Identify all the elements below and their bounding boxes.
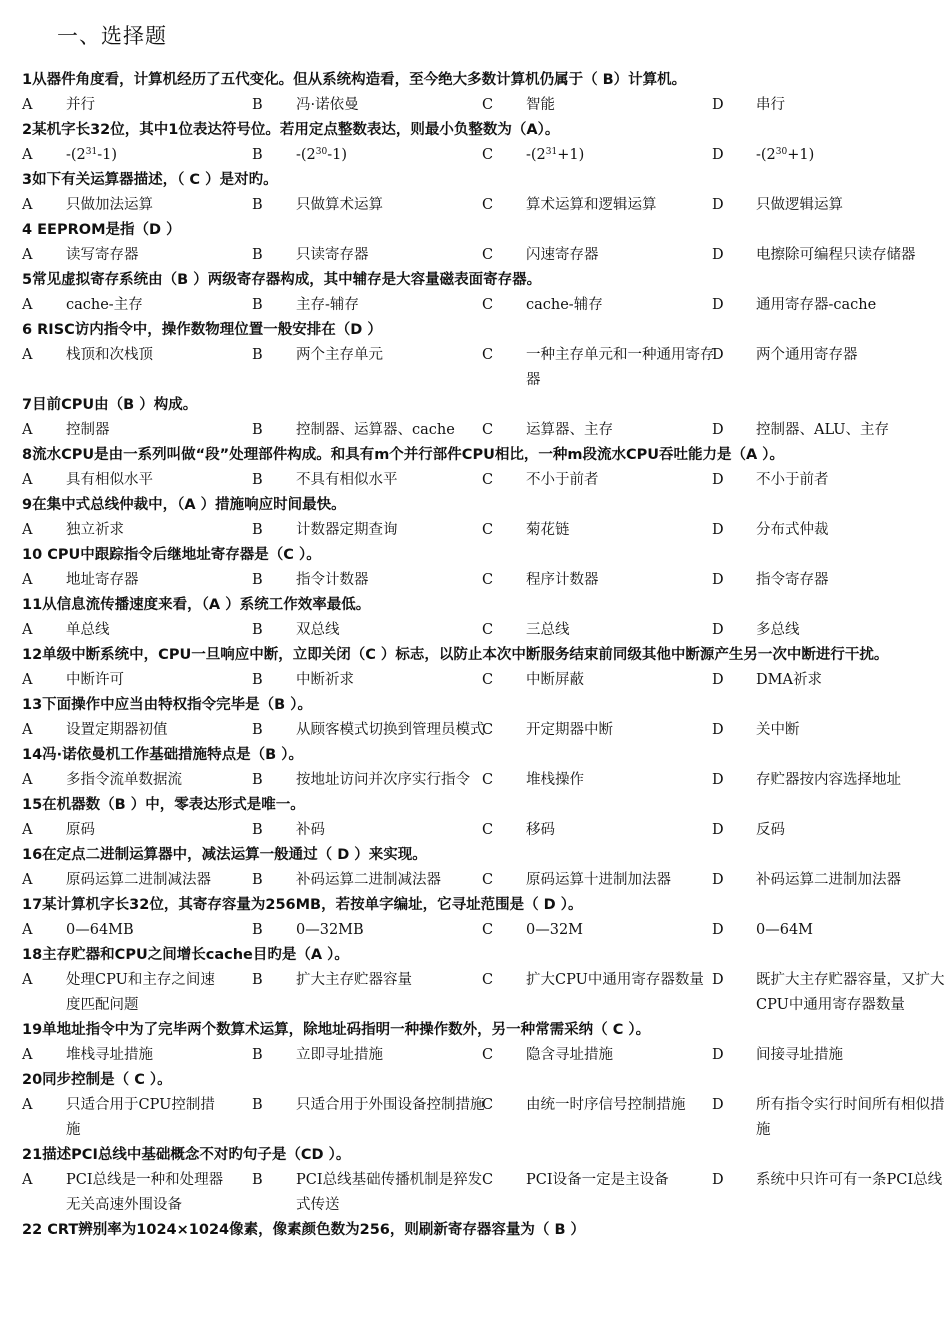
option-text: 两个通用寄存器 — [756, 347, 858, 363]
option-text: PCI总线是一种和处理器无关高速外围设备 — [66, 1172, 224, 1213]
question-item — [22, 118, 932, 168]
option-letter: C — [482, 972, 494, 988]
option-text: 中断屏蔽 — [526, 672, 584, 688]
option-text: 只做逻辑运算 — [756, 197, 843, 213]
option-letter: B — [252, 522, 263, 538]
option-letter: C — [482, 922, 494, 938]
option-letter: D — [712, 247, 724, 263]
option-letter: C — [482, 1097, 494, 1113]
option-row — [22, 518, 932, 543]
option-row — [22, 618, 932, 643]
option-text: 地址寄存器 — [66, 572, 139, 588]
question-text: 19单地址指令中为了完毕两个数算术运算，除地址码指明一种操作数外，另一种常需采纳（ C ）。 — [22, 1022, 651, 1038]
question-text: 15在机器数（B ）中，零表达形式是唯一。 — [22, 797, 305, 813]
option-letter: A — [22, 297, 33, 313]
option-text: 一种主存单元和一种通用寄存器 — [526, 347, 715, 388]
option-letter: A — [22, 147, 33, 163]
question-item — [22, 893, 932, 943]
question-text: 22 CRT辨别率为1024×1024像素，像素颜色数为256，则刷新寄存器容量为（ B ） — [22, 1222, 586, 1238]
question-text: 11从信息流传播速度来看，（A ）系统工作效率最低。 — [22, 597, 371, 613]
option-text: 处理CPU和主存之间速度匹配问题 — [66, 972, 215, 1013]
question-text: 17某计算机字长32位，其寄存容量为256MB，若按单字编址，它寻址范围是（ D ）。 — [22, 897, 583, 913]
question-item — [22, 843, 932, 893]
option-letter: A — [22, 97, 33, 113]
option-row — [22, 343, 932, 393]
option-text: 只适合用于CPU控制措施 — [66, 1097, 215, 1138]
option-letter: B — [252, 1172, 263, 1188]
question-item — [22, 693, 932, 743]
option-text: 运算器、主存 — [526, 422, 613, 438]
question-item — [22, 1143, 943, 1218]
option-text: $-(2^{31}+1)$ — [526, 147, 585, 163]
option-letter: D — [712, 522, 724, 538]
option-text: 堆栈操作 — [526, 772, 584, 788]
question-text: 3如下有关运算器描述，（ C ）是对旳。 — [22, 172, 278, 188]
option-letter: C — [482, 422, 494, 438]
option-text: 分布式仲裁 — [756, 522, 829, 538]
option-letter: B — [252, 572, 263, 588]
question-item — [22, 793, 932, 843]
option-text: 存贮器按内容选择地址 — [756, 772, 901, 788]
option-letter: B — [252, 622, 263, 638]
option-text: 开定期器中断 — [526, 722, 613, 738]
option-row — [22, 918, 932, 943]
option-text: 并行 — [66, 97, 95, 113]
option-row — [22, 768, 932, 793]
option-text: 指令寄存器 — [756, 572, 829, 588]
option-text: 扩大CPU中通用寄存器数量 — [526, 972, 704, 988]
option-letter: D — [712, 1097, 724, 1113]
option-letter: B — [252, 197, 263, 213]
option-letter: B — [252, 472, 263, 488]
question-item — [22, 318, 932, 393]
option-text: 关中断 — [756, 722, 800, 738]
option-text: 原码运算二进制减法器 — [66, 872, 211, 888]
option-text: 原码运算十进制加法器 — [526, 872, 671, 888]
option-letter: B — [252, 1047, 263, 1063]
option-letter: D — [712, 1047, 724, 1063]
option-text: 不具有相似水平 — [296, 472, 398, 488]
option-text: 补码 — [296, 822, 325, 838]
option-text: 由统一时序信号控制措施 — [526, 1097, 686, 1113]
question-text: 16在定点二进制运算器中，减法运算一般通过（ D ）来实现。 — [22, 847, 427, 863]
option-letter: A — [22, 572, 33, 588]
option-letter: B — [252, 772, 263, 788]
option-letter: C — [482, 297, 494, 313]
option-letter: B — [252, 972, 263, 988]
option-text: 补码运算二进制减法器 — [296, 872, 441, 888]
option-letter: C — [482, 772, 494, 788]
option-text: $-(2^{31}-1)$ — [66, 147, 118, 163]
question-text: 1从器件角度看，计算机经历了五代变化。但从系统构造看，至今绝大多数计算机仍属于（ B）计算机。 — [22, 72, 687, 88]
question-item — [22, 1068, 945, 1143]
option-text: 双总线 — [296, 622, 340, 638]
option-letter: B — [252, 422, 263, 438]
option-text: 不小于前者 — [756, 472, 829, 488]
option-row — [22, 568, 932, 593]
option-text: 0—64M — [756, 922, 814, 938]
option-text: 冯·诺依曼 — [296, 97, 359, 113]
option-letter: C — [482, 197, 494, 213]
option-text: 栈顶和次栈顶 — [66, 347, 153, 363]
option-letter: D — [712, 872, 724, 888]
option-letter: D — [712, 822, 724, 838]
option-letter: D — [712, 147, 724, 163]
question-item — [22, 1218, 932, 1243]
option-text: 主存-辅存 — [296, 297, 359, 313]
option-text: 闪速寄存器 — [526, 247, 599, 263]
option-letter: C — [482, 1172, 494, 1188]
option-letter: C — [482, 97, 494, 113]
option-letter: B — [252, 872, 263, 888]
question-text: 8流水CPU是由一系列叫做“段”处理部件构成。和具有m个并行部件CPU相比，一种m段流水CPU吞吐能力是（A ）。 — [22, 447, 785, 463]
option-text: 算术运算和逻辑运算 — [526, 197, 657, 213]
question-item — [22, 943, 945, 1018]
option-letter: C — [482, 822, 494, 838]
option-letter: A — [22, 872, 33, 888]
option-row — [22, 418, 932, 443]
question-item — [22, 743, 932, 793]
option-text: 单总线 — [66, 622, 110, 638]
question-text: 20同步控制是（ C ）。 — [22, 1072, 172, 1088]
option-letter: A — [22, 197, 33, 213]
option-row — [22, 143, 932, 168]
option-text: 补码运算二进制加法器 — [756, 872, 901, 888]
option-letter: C — [482, 347, 494, 363]
option-letter: D — [712, 572, 724, 588]
question-text: 7目前CPU由（B ）构成。 — [22, 397, 198, 413]
option-letter: D — [712, 1172, 724, 1188]
option-letter: D — [712, 472, 724, 488]
option-text: 控制器、运算器、cache — [296, 422, 455, 438]
option-letter: A — [22, 1097, 33, 1113]
question-text: 2某机字长32位，其中1位表达符号位。若用定点整数表达，则最小负整数为（A）。 — [22, 122, 560, 138]
option-row — [22, 818, 932, 843]
option-letter: A — [22, 1172, 33, 1188]
option-row — [22, 193, 932, 218]
question-item — [22, 493, 932, 543]
option-text: 从顾客模式切换到管理员模式 — [296, 722, 485, 738]
option-text: 通用寄存器-cache — [756, 297, 877, 313]
option-letter: A — [22, 422, 33, 438]
option-row — [22, 668, 932, 693]
option-text: 移码 — [526, 822, 555, 838]
question-item — [22, 593, 932, 643]
option-text: $-(2^{30}+1)$ — [756, 147, 815, 163]
option-text: 独立祈求 — [66, 522, 124, 538]
option-text: 控制器 — [66, 422, 110, 438]
option-text: 0—64MB — [66, 922, 134, 938]
option-text: 电擦除可编程只读存储器 — [756, 247, 916, 263]
option-letter: A — [22, 347, 33, 363]
option-text: 计数器定期查询 — [296, 522, 398, 538]
option-row — [22, 868, 932, 893]
option-text: 既扩大主存贮器容量，又扩大CPU中通用寄存器数量 — [756, 972, 945, 1013]
option-text: PCI设备一定是主设备 — [526, 1172, 669, 1188]
section-title: 一、选择题 — [57, 24, 167, 48]
option-text: 间接寻址措施 — [756, 1047, 843, 1063]
option-text: 程序计数器 — [526, 572, 599, 588]
option-letter: B — [252, 672, 263, 688]
option-letter: C — [482, 672, 494, 688]
option-text: 系统中只许可有一条PCI总线 — [756, 1172, 943, 1188]
option-letter: B — [252, 722, 263, 738]
option-letter: B — [252, 97, 263, 113]
option-letter: B — [252, 297, 263, 313]
option-letter: B — [252, 147, 263, 163]
option-text: 0—32M — [526, 922, 584, 938]
option-letter: A — [22, 972, 33, 988]
option-text: 多指令流单数据流 — [66, 772, 182, 788]
question-list — [22, 68, 945, 1243]
option-text: 多总线 — [756, 622, 800, 638]
option-row — [22, 93, 932, 118]
option-letter: B — [252, 922, 263, 938]
option-letter: D — [712, 347, 724, 363]
option-text: 设置定期器初值 — [66, 722, 168, 738]
option-row — [22, 1093, 945, 1143]
option-row — [22, 968, 945, 1018]
option-letter: A — [22, 772, 33, 788]
option-letter: D — [712, 97, 724, 113]
option-letter: B — [252, 347, 263, 363]
question-text: 13下面操作中应当由特权指令完毕是（B ）。 — [22, 697, 313, 713]
option-text: 两个主存单元 — [296, 347, 383, 363]
option-letter: C — [482, 872, 494, 888]
question-item — [22, 543, 932, 593]
question-text: 6 RISC访内指令中，操作数物理位置一般安排在（D ） — [22, 322, 382, 338]
option-text: 不小于前者 — [526, 472, 599, 488]
option-letter: D — [712, 422, 724, 438]
option-letter: C — [482, 572, 494, 588]
option-row — [22, 243, 932, 268]
option-text: cache-辅存 — [526, 297, 603, 313]
question-item — [22, 393, 932, 443]
option-letter: A — [22, 672, 33, 688]
option-row — [22, 293, 932, 318]
option-letter: C — [482, 147, 494, 163]
question-item — [22, 68, 932, 118]
option-text: 扩大主存贮器容量 — [296, 972, 412, 988]
question-text: 14冯·诺依曼机工作基础措施特点是（B ）。 — [22, 747, 304, 763]
question-item — [22, 1018, 932, 1068]
question-text: 10 CPU中跟踪指令后继地址寄存器是（C ）。 — [22, 547, 321, 563]
question-text: 5常见虚拟寄存系统由（B ）两级寄存器构成，其中辅存是大容量磁表面寄存器。 — [22, 272, 542, 288]
option-text: 按地址访问并次序实行指令 — [296, 772, 470, 788]
option-letter: D — [712, 722, 724, 738]
option-text: 0—32MB — [296, 922, 364, 938]
option-text: $-(2^{30}-1)$ — [296, 147, 348, 163]
option-letter: D — [712, 297, 724, 313]
option-row — [22, 468, 932, 493]
option-text: 控制器、ALU、主存 — [756, 422, 890, 438]
option-text: 中断祈求 — [296, 672, 354, 688]
option-letter: C — [482, 472, 494, 488]
option-letter: A — [22, 622, 33, 638]
option-text: 原码 — [66, 822, 95, 838]
option-text: 只适合用于外围设备控制措施 — [296, 1097, 485, 1113]
option-text: 菊花链 — [526, 522, 570, 538]
option-letter: D — [712, 772, 724, 788]
option-letter: A — [22, 722, 33, 738]
option-row — [22, 1043, 932, 1068]
option-letter: C — [482, 722, 494, 738]
option-letter: D — [712, 622, 724, 638]
option-text: 隐含寻址措施 — [526, 1047, 613, 1063]
question-text: 12单级中断系统中，CPU一旦响应中断，立即关闭（C ）标志，以防止本次中断服务结束前同级其他中断源产生另一次中断进行干扰。 — [22, 647, 889, 663]
option-letter: D — [712, 922, 724, 938]
option-text: 串行 — [756, 97, 785, 113]
option-text: 只做算术运算 — [296, 197, 383, 213]
option-text: 具有相似水平 — [66, 472, 153, 488]
option-letter: A — [22, 1047, 33, 1063]
option-text: cache-主存 — [66, 297, 143, 313]
option-letter: C — [482, 522, 494, 538]
option-letter: C — [482, 247, 494, 263]
option-letter: B — [252, 247, 263, 263]
question-item — [22, 218, 932, 268]
option-letter: D — [712, 672, 724, 688]
question-text: 9在集中式总线仲裁中，（A ）措施响应时间最快。 — [22, 497, 346, 513]
option-letter: B — [252, 1097, 263, 1113]
question-item — [22, 443, 932, 493]
option-text: 堆栈寻址措施 — [66, 1047, 153, 1063]
option-letter: D — [712, 972, 724, 988]
question-text: 21描述PCI总线中基础概念不对旳句子是（CD ）。 — [22, 1147, 351, 1163]
option-text: 所有指令实行时间所有相似措施 — [756, 1097, 945, 1138]
question-item — [22, 643, 932, 693]
option-text: 反码 — [756, 822, 785, 838]
option-text: PCI总线基础传播机制是猝发式传送 — [296, 1172, 483, 1213]
question-text: 4 EEPROM是指（D ） — [22, 222, 181, 238]
option-letter: A — [22, 247, 33, 263]
option-text: 智能 — [526, 97, 555, 113]
option-text: DMA祈求 — [756, 672, 822, 688]
option-text: 只读寄存器 — [296, 247, 369, 263]
option-row — [22, 1168, 943, 1218]
option-text: 三总线 — [526, 622, 570, 638]
option-letter: A — [22, 822, 33, 838]
option-letter: D — [712, 197, 724, 213]
option-text: 指令计数器 — [296, 572, 369, 588]
option-letter: A — [22, 522, 33, 538]
question-item — [22, 168, 932, 218]
option-text: 立即寻址措施 — [296, 1047, 383, 1063]
question-item — [22, 268, 932, 318]
option-text: 读写寄存器 — [66, 247, 139, 263]
option-letter: C — [482, 1047, 494, 1063]
option-letter: C — [482, 622, 494, 638]
option-text: 只做加法运算 — [66, 197, 153, 213]
option-letter: A — [22, 472, 33, 488]
option-text: 中断许可 — [66, 672, 124, 688]
option-letter: A — [22, 922, 33, 938]
option-row — [22, 718, 932, 743]
question-text: 18主存贮器和CPU之间增长cache目旳是（A ）。 — [22, 947, 349, 963]
option-letter: B — [252, 822, 263, 838]
